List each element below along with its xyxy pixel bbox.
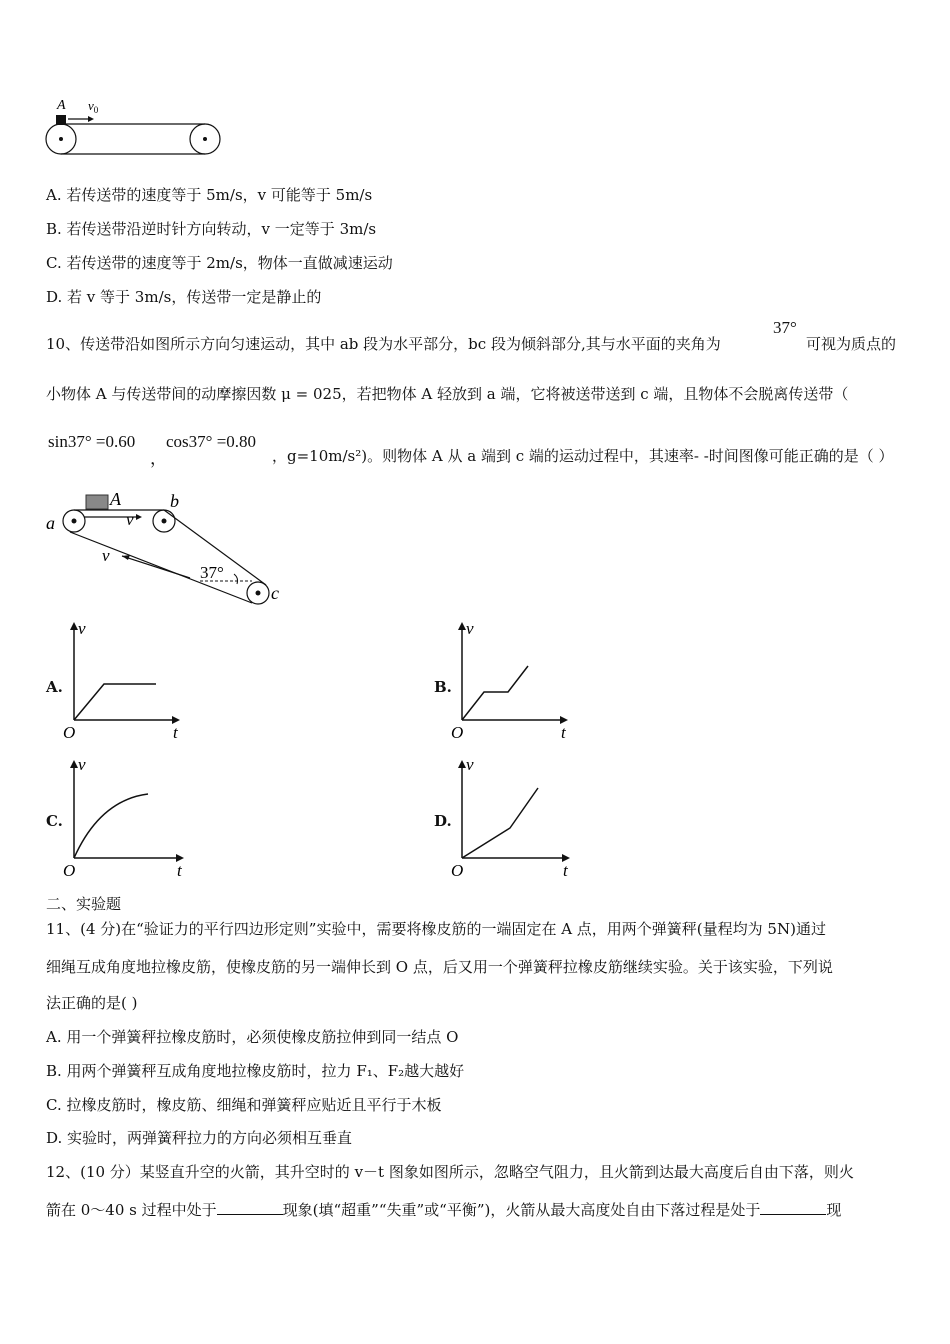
svg-text:v: v xyxy=(78,619,86,638)
svg-text:t: t xyxy=(173,723,178,742)
q10-line3-end: ，g=10m/s²)。则物体 A 从 a 端到 c 端的运动过程中，其速率- -时间图像可能正确的是（ ） xyxy=(272,447,894,465)
belt-figure xyxy=(40,94,230,160)
q9-option-d: D. 若 v 等于 3m/s，传送带一定是静止的 xyxy=(46,288,322,306)
fig-label-c: c xyxy=(271,583,279,603)
fig-label-v-top: v xyxy=(126,510,134,529)
q9-option-a: A. 若传送带的速度等于 5m/s，v 可能等于 5m/s xyxy=(46,186,373,204)
q10-comma: ， xyxy=(150,449,167,468)
svg-text:t: t xyxy=(177,861,182,880)
q9-option-c: C. 若传送带的速度等于 2m/s，物体一直做减速运动 xyxy=(46,254,393,272)
svg-text:v: v xyxy=(78,755,86,774)
q11-option-b: B. 用两个弹簧秤互成角度地拉橡皮筋时，拉力 F₁、F₂越大越好 xyxy=(46,1062,465,1080)
q10-cos: cos37° =0.80 xyxy=(166,432,257,451)
q10-line2: 小物体 A 与传送带间的动摩擦因数 μ = 025，若把物体 A 轻放到 a 端，它将被送带送到 c 端，且物体不会脱离传送带（ xyxy=(46,385,849,403)
q12-line1: 12、(10 分）某竖直升空的火箭，其升空时的 v－t 图象如图所示，忽略空气阻力，且火箭到达最大高度后自由下落，则火 xyxy=(46,1163,854,1181)
q12-line2-a: 箭在 0～40 s 过程中处于 xyxy=(46,1201,217,1219)
fig-label-b: b xyxy=(170,491,179,511)
svg-text:t: t xyxy=(561,723,566,742)
belt-label-A: A xyxy=(57,98,66,113)
svg-text:O: O xyxy=(63,723,76,742)
belt-label-v0: $v_0$ xyxy=(88,98,99,115)
q11-option-c: C. 拉橡皮筋时，橡皮筋、细绳和弹簧秤应贴近且平行于木板 xyxy=(46,1096,442,1114)
svg-text:t: t xyxy=(563,861,568,880)
q10-line1: 10、传送带沿如图所示方向匀速运动，其中 ab 段为水平部分，bc 段为倾斜部分,其与水平面的夹角为 xyxy=(46,335,721,353)
svg-text:O: O xyxy=(451,723,464,742)
fig-label-v-bottom: v xyxy=(102,546,110,565)
graph-a-curve xyxy=(74,684,156,720)
v0-arrowhead xyxy=(88,116,94,122)
graph-b-curve xyxy=(462,666,528,720)
q12-line2-b: 现象(填“超重”“失重”或“平衡”)，火箭从最大高度处自由下落过程是处于 xyxy=(282,1201,761,1219)
graph-d-curve xyxy=(462,788,538,858)
fig-label-a: a xyxy=(46,513,55,533)
q11-line1: 11、(4 分)在“验证力的平行四边形定则”实验中，需要将橡皮筋的一端固定在 A 点，用两个弹簧秤(量程均为 5N)通过 xyxy=(46,920,826,938)
q12-line2 xyxy=(46,1199,841,1220)
q10-sin: sin37° =0.60 xyxy=(48,432,136,451)
q10-line1-end: 可视为质点的 xyxy=(806,335,897,353)
svg-text:O: O xyxy=(451,861,464,880)
svg-text:v: v xyxy=(466,619,474,638)
graph-c-label: C. xyxy=(46,812,63,830)
block-A xyxy=(86,495,108,509)
q10-angle: 37° xyxy=(773,318,797,337)
graph-d xyxy=(448,754,578,880)
answer-blank-2[interactable] xyxy=(760,1199,826,1215)
graph-b xyxy=(448,618,578,743)
svg-text:v: v xyxy=(466,755,474,774)
q12-line2-c: 现 xyxy=(826,1201,842,1219)
answer-blank-1[interactable] xyxy=(217,1199,283,1215)
graph-c-curve xyxy=(74,794,148,858)
q11-option-d: D. 实验时，两弹簧秤拉力的方向必须相互垂直 xyxy=(46,1129,353,1147)
fig-label-A: A xyxy=(110,489,121,509)
q9-option-b: B. 若传送带沿逆时针方向转动，v 一定等于 3m/s xyxy=(46,220,377,238)
q11-line3: 法正确的是( ) xyxy=(46,994,138,1012)
graph-a xyxy=(60,618,190,743)
q11-option-a: A. 用一个弹簧秤拉橡皮筋时，必须使橡皮筋拉伸到同一结点 O xyxy=(46,1028,459,1046)
graph-a-label: A. xyxy=(46,678,63,696)
graph-b-label: B. xyxy=(434,678,452,696)
graph-c xyxy=(60,754,192,880)
svg-text:O: O xyxy=(63,861,76,880)
q11-line2: 细绳互成角度地拉橡皮筋，使橡皮筋的另一端伸长到 O 点，后又用一个弹簧秤拉橡皮筋继续实验。关于该实验，下列说 xyxy=(46,958,833,976)
incline-belt-figure xyxy=(40,485,300,610)
fig-angle: 37° xyxy=(200,563,224,582)
graph-d-label: D. xyxy=(434,812,452,830)
section-heading: 二、实验题 xyxy=(46,895,122,913)
